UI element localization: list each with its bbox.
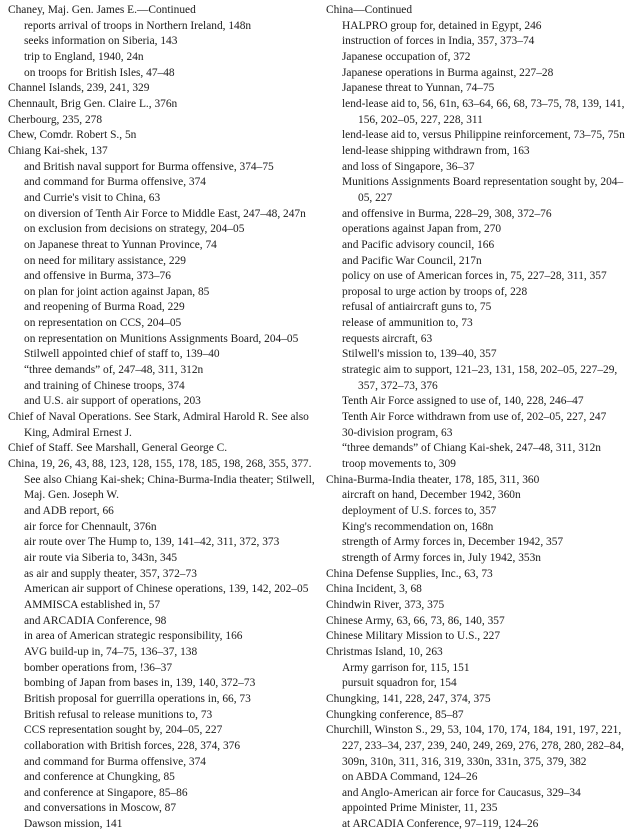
index-column-left	[8, 3, 320, 833]
index-entry: Channel Islands, 239, 241, 329	[8, 82, 150, 95]
index-subentry: Army garrison for, 115, 151	[342, 661, 470, 674]
index-entry: China—Continued	[326, 4, 413, 16]
index-subentry: seeks information on Siberia, 143	[24, 35, 178, 48]
index-subentry: deployment of U.S. forces to, 357	[342, 505, 497, 517]
index-subentry: CCS representation sought by, 204–05, 227	[24, 724, 223, 737]
index-subentry: HALPRO group for, detained in Egypt, 246	[342, 19, 542, 32]
index-entry: Churchill, Winston S., 29, 53, 104, 170, 174, 184, 191, 197, 221, 227, 233–34, 237, 239, 240, 249, 269, 276, 278, 280, 282–84, 309n, 310n, 311, 316, 319, 330n, 331n, 375, 379, 382	[326, 724, 624, 768]
index-subentry: operations against Japan from, 270	[342, 223, 502, 236]
index-entry: Chungking, 141, 228, 247, 374, 375	[326, 692, 491, 705]
index-entry: Chungking conference, 85–87	[326, 708, 464, 721]
index-subentry: and U.S. air support of operations, 203	[24, 395, 201, 408]
index-subentry: and command for Burma offensive, 374	[24, 176, 206, 189]
index-subentry: on ABDA Command, 124–26	[342, 771, 478, 784]
index-subentry: on representation on Munitions Assignments Board, 204–05	[24, 332, 299, 345]
index-subentry: “three demands” of, 247–48, 311, 312n	[24, 364, 204, 377]
index-entry: China Defense Supplies, Inc., 63, 73	[326, 567, 493, 580]
index-subentry: Tenth Air Force assigned to use of, 140, 228, 246–47	[342, 395, 584, 408]
index-subentry: bomber operations from, !36–37	[24, 661, 173, 674]
index-subentry: troop movements to, 309	[342, 458, 456, 471]
index-subentry: refusal of antiaircraft guns to, 75	[342, 301, 492, 314]
index-subentry: on representation on CCS, 204–05	[24, 317, 182, 330]
index-subentry: “three demands” of Chiang Kai-shek, 247–48, 311, 312n	[342, 442, 601, 455]
index-subentry: in area of American strategic responsibility, 166	[24, 630, 243, 643]
index-subentry: and Currie's visit to China, 63	[24, 191, 161, 204]
index-subentry: Dawson mission, 141	[24, 818, 123, 831]
index-subentry: and offensive in Burma, 228–29, 308, 372–76	[342, 207, 552, 220]
index-subentry: air force for Chennault, 376n	[24, 520, 157, 533]
index-subentry: trip to England, 1940, 24n	[24, 50, 144, 63]
index-subentry: and training of Chinese troops, 374	[24, 379, 185, 392]
index-subentry: Munitions Assignments Board representation sought by, 204–05, 227	[342, 176, 624, 204]
index-subentry: proposal to urge action by troops of, 228	[342, 285, 528, 298]
index-subentry: collaboration with British forces, 228, 374, 376	[24, 739, 241, 752]
index-subentry: on exclusion from decisions on strategy, 204–05	[24, 223, 245, 236]
index-entry: Cherbourg, 235, 278	[8, 113, 103, 126]
index-entry: Chaney, Maj. Gen. James E.—Continued	[8, 4, 196, 16]
index-subentry: Japanese operations in Burma against, 227–28	[342, 66, 554, 79]
index-subentry: on need for military assistance, 229	[24, 254, 186, 267]
index-subentry: and British naval support for Burma offensive, 374–75	[24, 160, 274, 173]
index-subentry: and loss of Singapore, 36–37	[342, 160, 475, 173]
index-subentry: Stilwell appointed chief of staff to, 139–40	[24, 348, 220, 361]
index-subentry: lend-lease shipping withdrawn from, 163	[342, 144, 530, 157]
index-entry: Chief of Staff. See Marshall, General George C.	[8, 442, 228, 455]
index-subentry: air route via Siberia to, 343n, 345	[24, 551, 178, 564]
index-subentry: on troops for British Isles, 47–48	[24, 66, 175, 79]
index-subentry: and command for Burma offensive, 374	[24, 755, 206, 768]
index-subentry: and Anglo-American air force for Caucasus, 329–34	[342, 786, 581, 799]
index-subentry: and reopening of Burma Road, 229	[24, 301, 185, 314]
index-subentry: instruction of forces in India, 357, 373–74	[342, 35, 535, 48]
index-subentry: policy on use of American forces in, 75, 227–28, 311, 357	[342, 270, 607, 283]
index-subentry: air route over The Hump to, 139, 141–42, 311, 372, 373	[24, 536, 280, 549]
index-entry: Chew, Comdr. Robert S., 5n	[8, 129, 137, 142]
index-subentry: and Pacific War Council, 217n	[342, 254, 482, 267]
index-subentry: as air and supply theater, 357, 372–73	[24, 567, 197, 580]
index-entry: China Incident, 3, 68	[326, 583, 422, 596]
index-subentry: requests aircraft, 63	[342, 332, 433, 345]
index-subentry: bombing of Japan from bases in, 139, 140, 372–73	[24, 677, 256, 690]
index-subentry: American air support of Chinese operations, 139, 142, 202–05	[24, 583, 309, 596]
index-entry: Christmas Island, 10, 263	[326, 645, 443, 658]
index-subentry: and offensive in Burma, 373–76	[24, 270, 171, 283]
index-subentry: AMMISCA established in, 57	[24, 598, 161, 611]
index-subentry: AVG build-up in, 74–75, 136–37, 138	[24, 645, 198, 658]
index-subentry: Japanese threat to Yunnan, 74–75	[342, 82, 495, 95]
index-subentry: release of ammunition to, 73	[342, 317, 473, 330]
index-entry: Chennault, Brig Gen. Claire L., 376n	[8, 97, 178, 110]
index-subentry: reports arrival of troops in Northern Ireland, 148n	[24, 19, 252, 32]
index-subentry: King's recommendation on, 168n	[342, 520, 494, 533]
index-subentry: on Japanese threat to Yunnan Province, 74	[24, 238, 217, 251]
index-subentry: appointed Prime Minister, 11, 235	[342, 802, 498, 815]
index-subentry: Stilwell's mission to, 139–40, 357	[342, 348, 497, 361]
index-subentry: pursuit squadron for, 154	[342, 677, 457, 690]
index-entry: Chinese Military Mission to U.S., 227	[326, 630, 501, 643]
index-subentry: and conversations in Moscow, 87	[24, 802, 177, 815]
index-subentry: and ADB report, 66	[24, 505, 114, 517]
index-subentry: lend-lease aid to, versus Philippine reinforcement, 73–75, 75n	[342, 129, 625, 142]
index-subentry: and conference at Singapore, 85–86	[24, 786, 188, 799]
index-entry: Chindwin River, 373, 375	[326, 598, 445, 611]
index-entry: Chief of Naval Operations. See Stark, Admiral Harold R. See also King, Admiral Ernest J.	[8, 411, 309, 439]
index-entry: China, 19, 26, 43, 88, 123, 128, 155, 178, 185, 198, 268, 355, 377. See also Chiang Kai-shek; China-Burma-India theater; Stilwell, Maj. Gen. Joseph W.	[8, 458, 315, 502]
index-subentry: Japanese occupation of, 372	[342, 50, 471, 63]
index-entry: Chiang Kai-shek, 137	[8, 144, 108, 157]
index-column-right	[326, 3, 636, 833]
index-subentry: lend-lease aid to, 56, 61n, 63–64, 66, 68, 73–75, 78, 139, 141, 156, 202–05, 227, 228, 311	[342, 97, 625, 126]
index-entry: Chinese Army, 63, 66, 73, 86, 140, 357	[326, 614, 505, 627]
index-subentry: and conference at Chungking, 85	[24, 771, 175, 784]
index-subentry: strength of Army forces in, December 1942, 357	[342, 536, 564, 549]
index-subentry: British proposal for guerrilla operations in, 66, 73	[24, 692, 251, 705]
index-subentry: British refusal to release munitions to, 73	[24, 708, 213, 721]
index-subentry: Tenth Air Force withdrawn from use of, 202–05, 227, 247	[342, 411, 607, 424]
index-subentry: and Pacific advisory council, 166	[342, 238, 495, 251]
index-subentry: and ARCADIA Conference, 98	[24, 614, 167, 627]
index-subentry: 30-division program, 63	[342, 426, 453, 439]
index-subentry: aircraft on hand, December 1942, 360n	[342, 489, 521, 502]
index-subentry: at ARCADIA Conference, 97–119, 124–26	[342, 818, 539, 831]
index-entry: China-Burma-India theater, 178, 185, 311, 360	[326, 473, 540, 486]
index-subentry: on plan for joint action against Japan, 85	[24, 285, 210, 298]
index-subentry: strategic aim to support, 121–23, 131, 158, 202–05, 227–29, 357, 372–73, 376	[342, 364, 618, 392]
index-subentry: strength of Army forces in, July 1942, 353n	[342, 551, 541, 564]
index-subentry: on diversion of Tenth Air Force to Middle East, 247–48, 247n	[24, 207, 306, 220]
